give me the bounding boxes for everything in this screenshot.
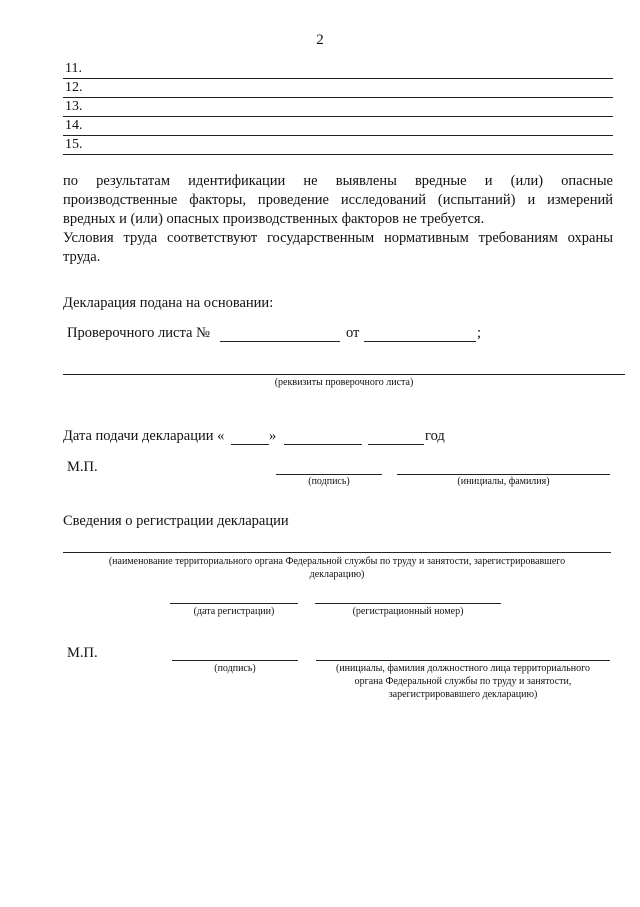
- initials-caption: (инициалы, фамилия): [457, 476, 550, 487]
- official-initials-line[interactable]: [316, 660, 610, 661]
- row-number: 15.: [65, 137, 83, 152]
- authority-caption-line2: декларацию): [309, 569, 365, 580]
- row-number: 12.: [65, 80, 83, 95]
- signature-line[interactable]: [276, 474, 382, 475]
- checklist-semicolon: ;: [477, 325, 482, 341]
- identification-result-paragraph: по результатам идентификации не выявлены вредные и (или) опасные производственные факторы, проведение исследований (испытаний) и измерений вредных и (или) опасных производственных факторов не требуется.: [63, 173, 613, 227]
- registration-heading: Сведения о регистрации декларации: [63, 513, 289, 529]
- numbered-row-14: [63, 117, 613, 136]
- initials-line[interactable]: [397, 474, 610, 475]
- authority-caption-line1: (наименование территориального органа Федеральной службы по труду и занятости, зарегистрировавшего: [108, 556, 566, 567]
- numbered-row-12: [63, 79, 613, 98]
- row-number: 11.: [65, 61, 82, 76]
- official-caption-line1: (инициалы, фамилия должностного лица территориального: [336, 663, 590, 674]
- official-signature-line[interactable]: [172, 660, 298, 661]
- page-number: 2: [316, 32, 324, 48]
- official-caption-line2: органа Федеральной службы по труду и занятости,: [354, 676, 572, 687]
- submission-day-field[interactable]: [231, 444, 269, 445]
- registration-date-caption: (дата регистрации): [193, 606, 275, 617]
- checklist-label: Проверочного листа №: [67, 325, 210, 341]
- row-number: 14.: [65, 118, 83, 133]
- basis-heading: Декларация подана на основании:: [63, 295, 274, 311]
- numbered-row-13: [63, 98, 613, 117]
- submission-year-field[interactable]: [368, 444, 424, 445]
- checklist-date-field[interactable]: [364, 341, 476, 342]
- submission-year-label: год: [425, 428, 445, 444]
- checklist-details-line[interactable]: [63, 374, 625, 375]
- registration-number-caption: (регистрационный номер): [352, 606, 464, 617]
- official-caption-line3: зарегистрировавшего декларацию): [388, 689, 538, 700]
- row-number: 13.: [65, 99, 83, 114]
- working-conditions-paragraph: Условия труда соответствуют государственным нормативным требованиям охраны труда.: [63, 230, 613, 265]
- registration-number-line[interactable]: [315, 603, 501, 604]
- checklist-details-caption: (реквизиты проверочного листа): [274, 377, 414, 388]
- stamp-placeholder-2: М.П.: [67, 645, 98, 661]
- numbered-row-15: [63, 136, 613, 155]
- submission-date-label: Дата подачи декларации «: [63, 428, 225, 444]
- registration-date-line[interactable]: [170, 603, 298, 604]
- submission-quote-close: »: [269, 428, 277, 444]
- submission-month-field[interactable]: [284, 444, 362, 445]
- checklist-from-label: от: [346, 325, 360, 341]
- official-signature-caption: (подпись): [214, 663, 256, 674]
- checklist-number-field[interactable]: [220, 341, 340, 342]
- numbered-row-11: [63, 60, 613, 79]
- signature-caption: (подпись): [308, 476, 350, 487]
- stamp-placeholder: М.П.: [67, 459, 98, 475]
- authority-name-line[interactable]: [63, 552, 611, 553]
